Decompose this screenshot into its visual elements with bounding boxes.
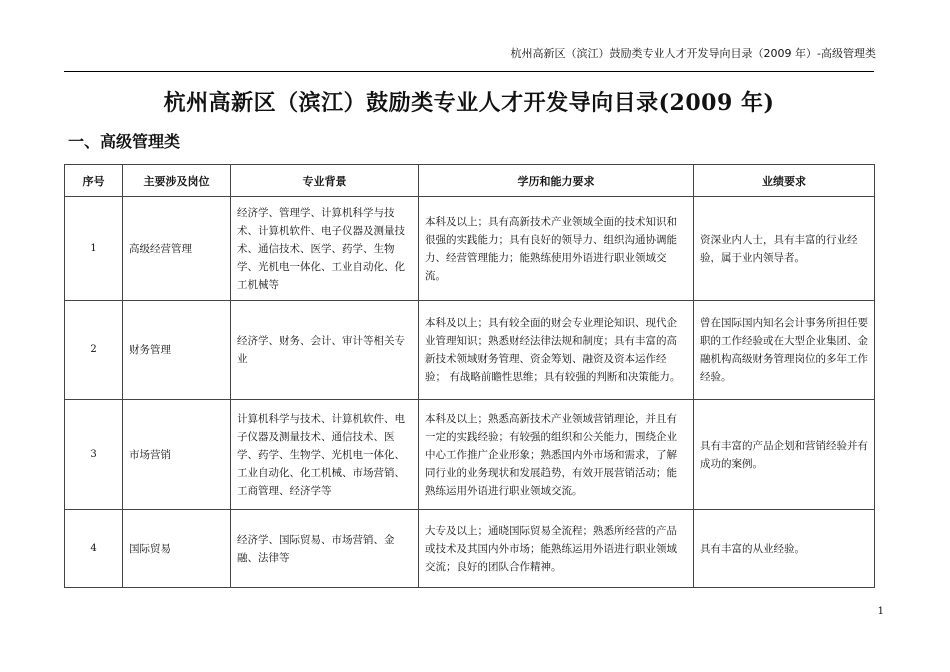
row-requirements: 大专及以上；通晓国际贸易全流程；熟悉所经营的产品或技术及其国内外市场；能熟练运用外语进行职业领域交流；良好的团队合作精神。	[419, 510, 694, 588]
row-background: 计算机科学与技术、计算机软件、电子仪器及测量技术、通信技术、医学、药学、生物学、光机电一体化、工业自动化、化工机械、市场营销、工商管理、经济学等	[231, 400, 419, 510]
row-seq: 4	[65, 510, 123, 588]
table-row	[65, 197, 875, 301]
row-requirements: 本科及以上；具有高新技术产业领域全面的技术知识和很强的实践能力；具有良好的领导力、组织沟通协调能力、经营管理能力；能熟练使用外语进行职业领域交流。	[419, 197, 694, 301]
talent-catalog-table	[64, 164, 875, 588]
row-requirements: 本科及以上；熟悉高新技术产业领域营销理论，并且有一定的实践经验；有较强的组织和公关能力，围绕企业中心工作推广企业形象；熟悉国内外市场和需求，了解同行业的业务现状和发展趋势，有效开展营销活动；能熟练运用外语进行职业领域交流。	[419, 400, 694, 510]
row-position: 财务管理	[123, 301, 231, 400]
row-position: 国际贸易	[123, 510, 231, 588]
row-requirements: 本科及以上；具有较全面的财会专业理论知识、现代企业管理知识；熟悉财经法律法规和制度；具有丰富的高新技术领域财务管理、资金筹划、融资及资本运作经验； 有战略前瞻性思维；具有较强的判断和决策能力。	[419, 301, 694, 400]
row-background: 经济学、财务、会计、审计等相关专业	[231, 301, 419, 400]
row-performance: 具有丰富的从业经验。	[694, 510, 875, 588]
row-position: 高级经营管理	[123, 197, 231, 301]
page-number: 1	[877, 606, 884, 617]
table-row	[65, 400, 875, 510]
table-row	[65, 301, 875, 400]
row-seq: 1	[65, 197, 123, 301]
row-background: 经济学、管理学、计算机科学与技术、计算机软件、电子仪器及测量技术、通信技术、医学、药学、生物学、光机电一体化、工业自动化、化工机械等	[231, 197, 419, 301]
row-seq: 2	[65, 301, 123, 400]
row-performance: 具有丰富的产品企划和营销经验并有成功的案例。	[694, 400, 875, 510]
row-background: 经济学、国际贸易、市场营销、金融、法律等	[231, 510, 419, 588]
row-performance: 资深业内人士，具有丰富的行业经验，属于业内领导者。	[694, 197, 875, 301]
header-position: 主要涉及岗位	[123, 165, 231, 197]
header-seq: 序号	[65, 165, 123, 197]
table-row	[65, 510, 875, 588]
header-performance: 业绩要求	[694, 165, 875, 197]
section-heading: 一、高级管理类	[68, 132, 181, 151]
row-performance: 曾在国际国内知名会计事务所担任要职的工作经验或在大型企业集团、金融机构高级财务管理岗位的多年工作经验。	[694, 301, 875, 400]
running-header: 杭州高新区（滨江）鼓励类专业人才开发导向目录（2009 年）-高级管理类	[510, 47, 876, 60]
header-requirements: 学历和能力要求	[419, 165, 694, 197]
header-background: 专业背景	[231, 165, 419, 197]
table-header-row	[65, 165, 875, 197]
row-position: 市场营销	[123, 400, 231, 510]
row-seq: 3	[65, 400, 123, 510]
document-title: 杭州高新区（滨江）鼓励类专业人才开发导向目录(2009 年)	[163, 90, 775, 116]
header-divider	[64, 71, 874, 72]
